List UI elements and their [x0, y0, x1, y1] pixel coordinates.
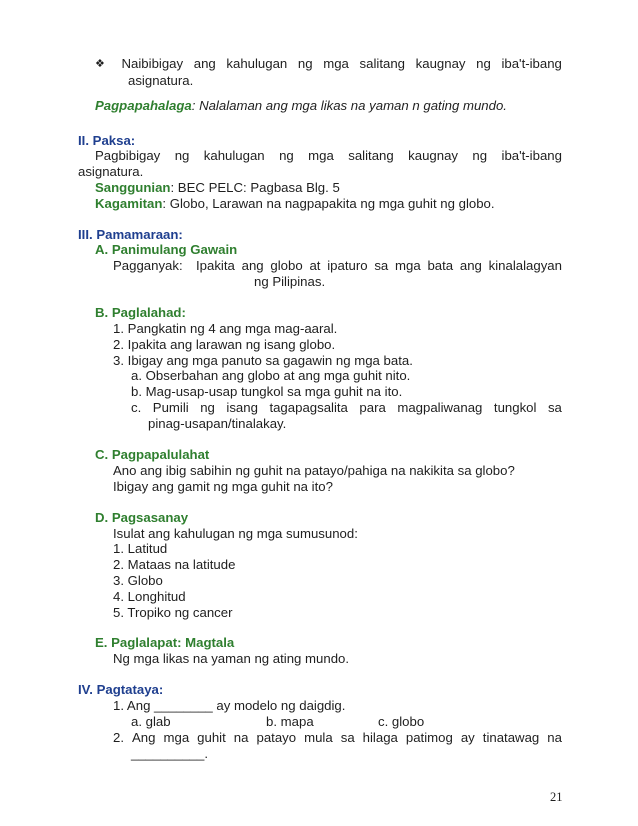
section-a-title: A. Panimulang Gawain [95, 242, 238, 257]
q2-word: ay [460, 730, 475, 745]
pagganyak-word: ang [241, 258, 264, 273]
section-d-instruction: Isulat ang kahulugan ng mga sumusunod: [113, 526, 358, 541]
sub-list-item: a. Obserbahan ang globo at ang mga guhit nito. [131, 368, 411, 383]
list-item: 3. Globo [113, 573, 163, 588]
paksa-word: ng [174, 148, 190, 163]
list-item: 1. Pangkatin ng 4 ang mga mag-aaral. [113, 321, 338, 336]
page-number: 21 [550, 790, 563, 804]
paksa-word: kahulugan [203, 148, 265, 163]
q2-word: na [233, 730, 249, 745]
pagpapahalaga-line [95, 98, 507, 114]
paksa-word: ng [472, 148, 488, 163]
list-item: 2. Ipakita ang larawan ng isang globo. [113, 337, 336, 352]
paksa-word: ng [279, 148, 294, 163]
kagamitan-line [95, 196, 495, 212]
pamamaraan-heading: III. Pamamaraan: [78, 227, 183, 242]
pagganyak-line-2: ng Pilipinas. [254, 274, 326, 289]
q2-word: na [547, 730, 562, 745]
sub-list-item-c-line-2: pinag-usapan/tinalakay. [148, 416, 287, 431]
intro-bullet-line-2: asignatura. [128, 73, 194, 88]
q2-word: hilaga [362, 730, 398, 745]
section-c-line: Ano ang ibig sabihin ng guhit na patayo/pahiga na nakikita sa globo? [113, 463, 515, 478]
q2-word: Ang [132, 730, 156, 745]
question-1-option-b: b. mapa [266, 714, 314, 729]
sub-c-word: c. [131, 400, 142, 415]
section-e-text: Ng mga likas na yaman ng ating mundo. [113, 651, 350, 666]
q2-word: 2. [113, 730, 124, 745]
q2-word: patayo [256, 730, 297, 745]
intro-word: kaugnay [415, 56, 466, 71]
list-item: 3. Ibigay ang mga panuto sa gagawin ng mga bata. [113, 353, 413, 368]
pagganyak-word: at [309, 258, 321, 273]
sanggunian-label: Sanggunian [95, 180, 171, 195]
question-1: 1. Ang ________ ay modelo ng daigdig. [113, 698, 346, 713]
intro-word: salitang [359, 56, 405, 71]
pagganyak-word: sa [374, 258, 389, 273]
paksa-word: kaugnay [408, 148, 458, 163]
kagamitan-text: : Globo, Larawan na nagpapakita ng mga guhit ng globo. [162, 196, 495, 211]
intro-bullet-line-1 [95, 56, 562, 72]
list-item: 2. Mataas na latitude [113, 557, 236, 572]
paksa-word: iba't-ibang [501, 148, 562, 163]
question-1-option-c: c. globo [378, 714, 425, 729]
kagamitan-label: Kagamitan [95, 196, 163, 211]
pagganyak-label: Pagganyak: [113, 258, 183, 273]
sanggunian-text: : BEC PELC: Pagbasa Blg. 5 [170, 180, 340, 195]
pagganyak-line-1 [196, 258, 562, 274]
sub-list-item: b. Mag-usap-usap tungkol sa mga guhit na ito. [131, 384, 403, 399]
intro-word: ang [193, 56, 216, 71]
intro-word: mga [323, 56, 349, 71]
pagtataya-heading: IV. Pagtataya: [78, 682, 164, 697]
pagganyak-word: kinalalagyan [488, 258, 562, 273]
question-2-line-1 [113, 730, 562, 746]
section-e-title: E. Paglalapat: Magtala [95, 635, 235, 650]
paksa-word: salitang [348, 148, 394, 163]
question-1-option-a: a. glab [131, 714, 171, 729]
section-c-line: Ibigay ang gamit ng mga guhit na ito? [113, 479, 333, 494]
diamond-bullet-icon: ❖ [95, 58, 105, 70]
sub-c-word: ng [200, 400, 215, 415]
pagganyak-word: globo [270, 258, 303, 273]
sub-c-word: magpaliwanag [397, 400, 483, 415]
question-2-blank: __________. [131, 746, 209, 761]
paksa-word: Pagbibigay [95, 148, 161, 163]
pagpapahalaga-text: : Nalalaman ang mga likas na yaman n gating mundo. [191, 98, 507, 113]
q2-word: guhit [197, 730, 226, 745]
q2-word: tinatawag [482, 730, 540, 745]
sub-c-word: para [359, 400, 386, 415]
section-d-title: D. Pagsasanay [95, 510, 189, 525]
q2-word: mula [304, 730, 333, 745]
pagganyak-word: ipaturo [327, 258, 368, 273]
sub-c-word: sa [547, 400, 562, 415]
paksa-heading: II. Paksa: [78, 133, 136, 148]
paksa-word: mga [308, 148, 334, 163]
intro-word: ng [476, 56, 491, 71]
sub-c-word: tungkol [493, 400, 537, 415]
sub-c-word: Pumili [152, 400, 189, 415]
intro-word: ng [297, 56, 313, 71]
section-c-title: C. Pagpapalulahat [95, 447, 210, 462]
q2-word: sa [340, 730, 355, 745]
pagganyak-word: bata [427, 258, 454, 273]
pagpapahalaga-label: Pagpapahalaga [95, 98, 192, 113]
sub-c-word: tagapagsalita [269, 400, 348, 415]
intro-word: kahulugan [226, 56, 288, 71]
q2-word: patimog [405, 730, 453, 745]
sub-c-word: isang [226, 400, 258, 415]
paksa-line-2: asignatura. [78, 164, 144, 179]
paksa-line-1 [95, 148, 562, 164]
list-item: 5. Tropiko ng cancer [113, 605, 233, 620]
list-item: 4. Longhitud [113, 589, 186, 604]
q2-word: mga [163, 730, 190, 745]
pagganyak-word: Ipakita [196, 258, 235, 273]
section-b-title: B. Paglalahad: [95, 305, 186, 320]
sub-list-item-c [131, 400, 562, 416]
pagganyak-word: ang [459, 258, 482, 273]
sanggunian-line [95, 180, 340, 196]
list-item: 1. Latitud [113, 541, 168, 556]
intro-word: iba't-ibang [501, 56, 562, 71]
pagganyak-word: mga [395, 258, 421, 273]
intro-word: Naibibigay [121, 56, 184, 71]
